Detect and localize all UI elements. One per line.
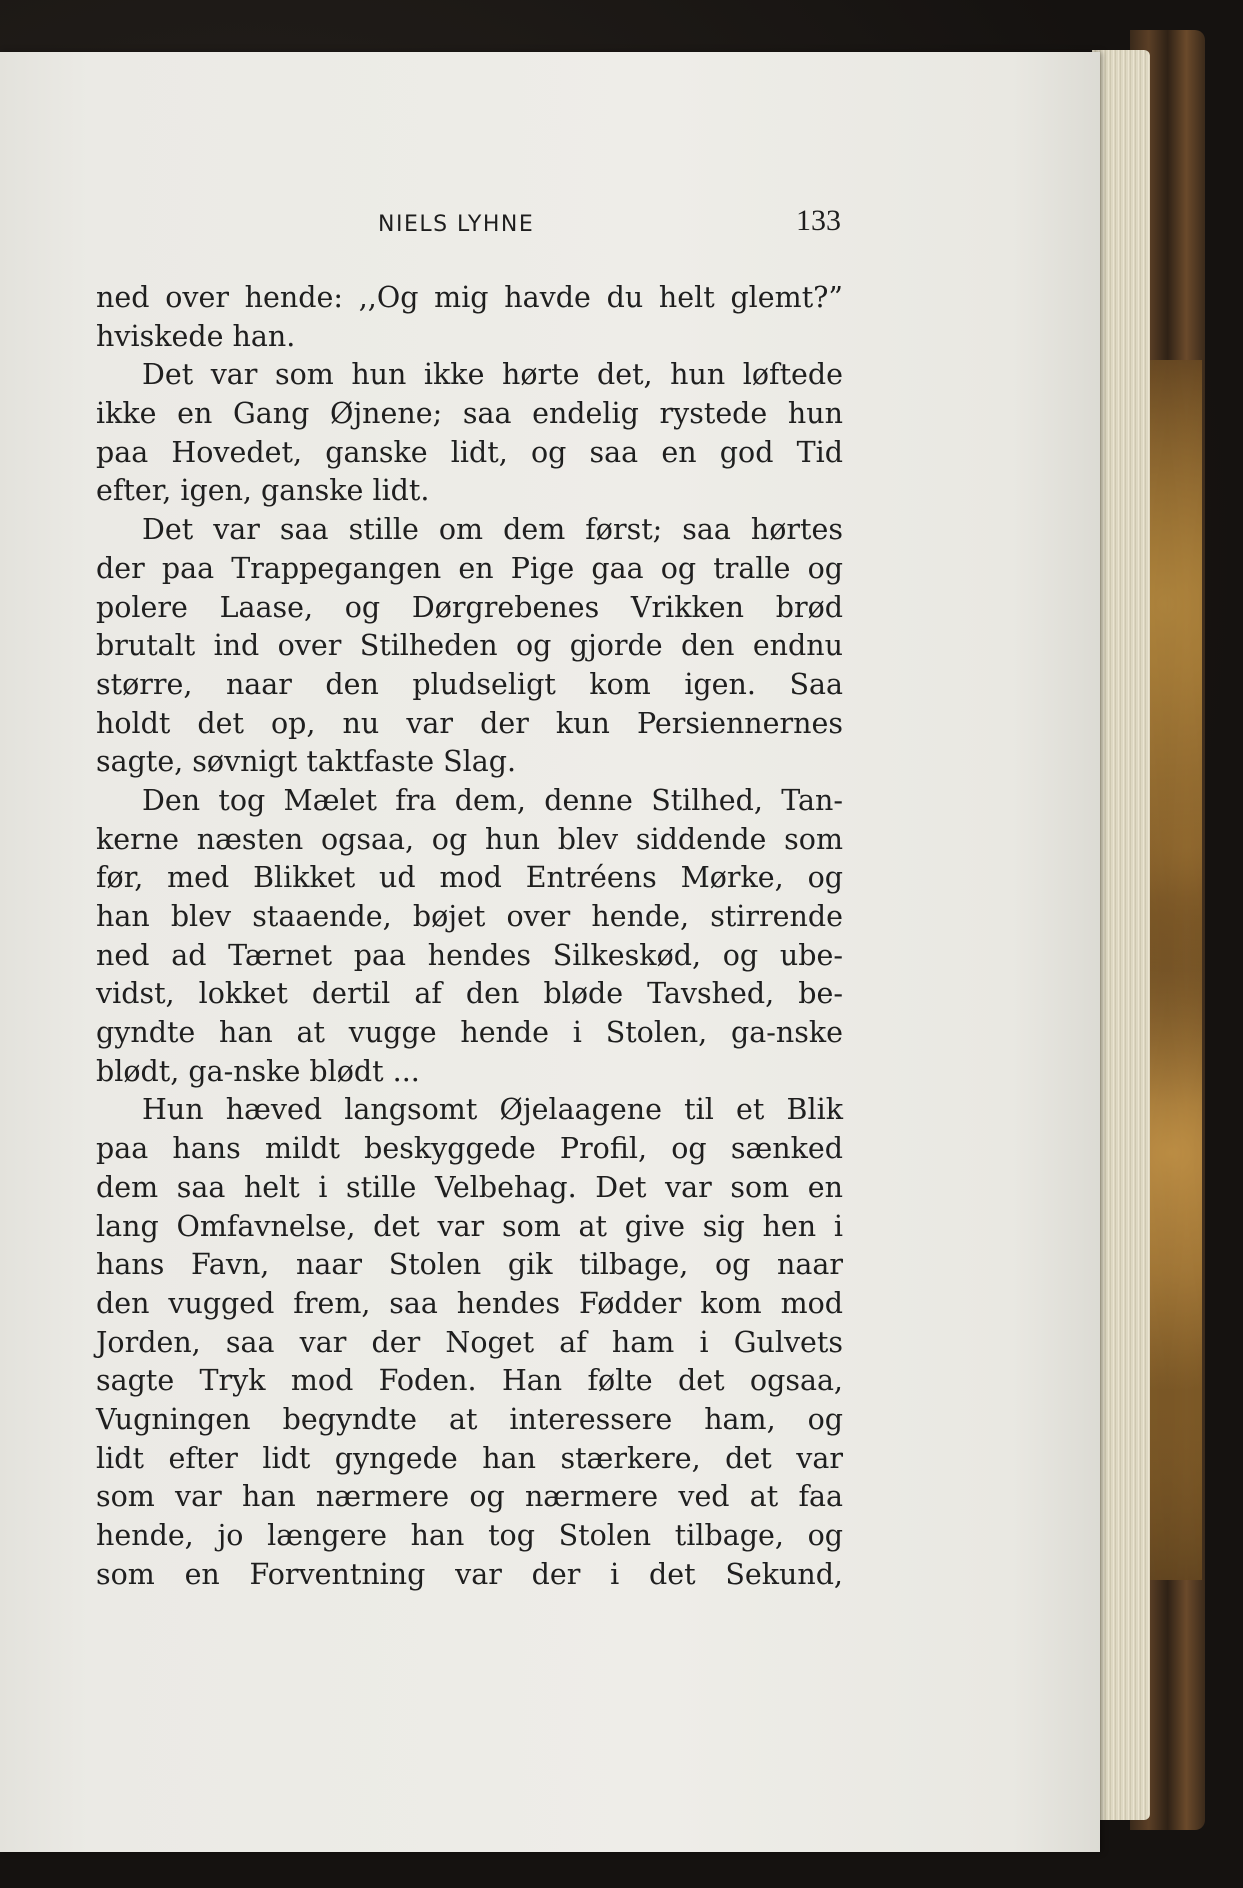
text-line: vidst, lokket dertil af den bløde Tavshed, be- — [96, 977, 843, 1011]
page-stack-edge — [1092, 50, 1150, 1820]
text-line: Den tog Mælet fra dem, denne Stilhed, Tan- — [142, 783, 843, 817]
text-line: før, med Blikket ud mod Entréens Mørke, og — [96, 861, 843, 895]
text-line: ned over hende: ,,Og mig havde du helt glemt?” — [96, 281, 843, 314]
text-line: sagte, søvnigt taktfaste Slag. — [96, 745, 517, 779]
text-line: Det var saa stille om dem først; saa hørtes — [142, 513, 843, 547]
running-title: NIELS LYHNE — [378, 212, 535, 237]
text-line: Jorden, saa var der Noget af ham i Gulvets — [96, 1325, 843, 1359]
text-line: hende, jo længere han tog Stolen tilbage, og — [96, 1519, 843, 1552]
text-line: hviskede han. — [96, 319, 296, 353]
text-line: som var han nærmere og nærmere ved at faa — [96, 1480, 843, 1514]
text-line: brutalt ind over Stilheden og gjorde den endnu — [96, 629, 843, 663]
text-line: ikke en Gang Øjnene; saa endelig rystede hun — [96, 397, 843, 431]
text-line: lidt efter lidt gyngede han stærkere, det var — [96, 1441, 843, 1475]
text-line: polere Laase, og Dørgrebenes Vrikken brød — [96, 590, 843, 624]
text-line: blødt, ga-nske blødt ... — [96, 1054, 420, 1088]
text-line: efter, igen, ganske lidt. — [96, 474, 430, 508]
text-line: som en Forventning var der i det Sekund, — [96, 1557, 843, 1591]
text-line: dem saa helt i stille Velbehag. Det var som en — [96, 1170, 843, 1204]
text-line: der paa Trappegangen en Pige gaa og tralle og — [96, 551, 843, 585]
text-line: ned ad Tærnet paa hendes Silkeskød, og ube- — [96, 938, 843, 972]
text-line: hans Favn, naar Stolen gik tilbage, og naar — [96, 1248, 843, 1282]
marbled-page-edge — [1150, 360, 1202, 1580]
text-line: lang Omfavnelse, det var som at give sig hen i — [96, 1209, 843, 1243]
text-line: kerne næsten ogsaa, og hun blev siddende som — [96, 822, 843, 856]
text-line: større, naar den pludseligt kom igen. Saa — [96, 667, 843, 701]
text-line: paa Hovedet, ganske lidt, og saa en god Tid — [96, 435, 843, 469]
text-line: sagte Tryk mod Foden. Han følte det ogsaa, — [96, 1364, 843, 1398]
text-line: holdt det op, nu var der kun Persiennernes — [96, 706, 843, 740]
text-line: Hun hæved langsomt Øjelaagene til et Blik — [142, 1093, 843, 1127]
text-line: paa hans mildt beskyggede Profil, og sænked — [96, 1132, 843, 1166]
page-number: 133 — [796, 204, 841, 237]
text-line: Vugningen begyndte at interessere ham, og — [96, 1402, 843, 1436]
text-line: Det var som hun ikke hørte det, hun løftede — [142, 358, 843, 392]
text-line: den vugged frem, saa hendes Fødder kom mod — [96, 1286, 843, 1320]
text-line: han blev staaende, bøjet over hende, stirrende — [96, 900, 843, 933]
body-text — [96, 279, 843, 1594]
text-line: gyndte han at vugge hende i Stolen, ga-nske — [96, 1016, 843, 1050]
